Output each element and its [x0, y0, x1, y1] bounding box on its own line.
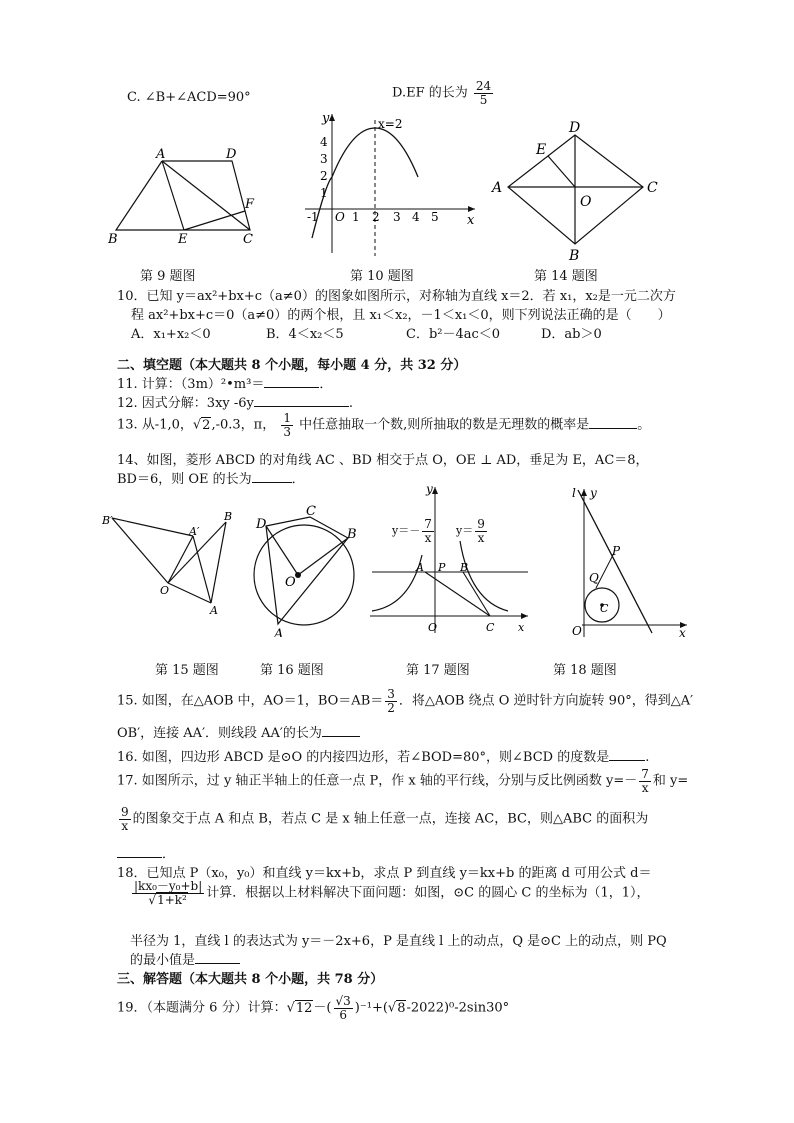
q13-end: 。 [637, 417, 651, 433]
fig16-label-a: A [274, 627, 284, 637]
q19-rest: -2022)⁰-2sin30° [406, 1000, 510, 1016]
q13-sqrt2: 2 [202, 417, 211, 433]
q10-options [131, 323, 602, 342]
q17-line2 [117, 806, 648, 832]
q19-frac-den: 6 [339, 1007, 347, 1022]
fig16-label-o: O [285, 575, 296, 590]
fig10-ytick-3: 3 [320, 152, 328, 166]
q17-f1-num: 7 [641, 767, 649, 781]
q18-line2 [130, 880, 650, 906]
fig14-caption: 第 14 题图 [534, 269, 598, 284]
q17-prefix: 17. 如图所示，过 y 轴正半轴上的任意一点 P，作 x 轴的平行线，分别与反比例函数 y=－ [117, 773, 638, 789]
figure-9 [100, 145, 270, 250]
fig14-label-a: A [492, 180, 503, 196]
q15-prefix: 15. 如图，在△AOB 中，AO＝1，BO＝AB＝ [117, 693, 384, 709]
fig18-caption: 第 18 题图 [553, 663, 617, 678]
q15-frac-den: 2 [387, 700, 395, 715]
figure-17 [368, 483, 533, 638]
q9-option-c: C. ∠B+∠ACD=90° [127, 90, 251, 105]
q19-sqrt12: 12 [295, 1000, 313, 1016]
q15-frac-num: 3 [387, 687, 395, 701]
fig9-label-d: D [226, 147, 237, 162]
q14-line2: BD＝6，则 OE 的长为 ． [117, 472, 305, 487]
q18-line4 [130, 949, 240, 968]
q13-prefix: 13. 从-1,0， [117, 417, 193, 433]
q13-suffix: 中任意抽取一个数,则所抽取的数是无理数的概率是 [299, 417, 590, 433]
fig9-label-a: A [156, 147, 166, 162]
fig15-caption: 第 15 题图 [155, 663, 219, 678]
q10-line1: 10．已知 y＝ax²+bx+c（a≠0）的图象如图所示，对称轴为直线 x＝2．若 x₁，x₂是一元二次方 [117, 289, 676, 304]
fig17-label-a: A [416, 561, 424, 574]
fig14-label-o: O [580, 194, 592, 210]
q19-prefix: 19．（本题满分 6 分）计算： [117, 1000, 287, 1016]
fig9-caption: 第 9 题图 [140, 269, 196, 284]
q19-minus: －( [313, 1000, 332, 1016]
q10-line2: 程 ax²+bx+c＝0（a≠0）的两个根，且 x₁＜x₂，－1＜x₁＜0，则下列说法正确的是（ ） [131, 308, 671, 323]
q11-text: 11. 计算：（3m）²•m³＝ [117, 377, 265, 392]
fig14-label-e: E [536, 142, 547, 158]
fig14-label-c: C [647, 180, 658, 196]
q18-line3: 半径为 1，直线 l 的表达式为 y＝－2x+6，P 是直线 l 上的动点，Q 是⊙C 上的动点，则 PQ [130, 934, 667, 949]
fig17-label-p: P [438, 561, 446, 574]
q17-f2-num: 9 [121, 805, 129, 819]
fig15-label-b-prime: B′ [102, 514, 113, 527]
fig17-f2-den: x [477, 530, 485, 545]
fig16-label-c: C [306, 504, 316, 519]
fig18-label-l: l [572, 486, 576, 500]
q9-d-num: 24 [475, 79, 492, 93]
fig9-label-e: E [178, 232, 188, 247]
q18-formula-num: |kx₀－y₀+b| [134, 879, 203, 893]
fig17-y-label: y [426, 483, 433, 496]
q13-frac-num: 1 [283, 411, 291, 425]
q10-option-c: C．b²－4ac＜0 [406, 327, 501, 342]
fig10-xtick-5: 5 [431, 210, 439, 224]
q17-f2-den: x [121, 818, 129, 833]
q17-line2-text: 的图象交于点 A 和点 B，若点 C 是 x 轴上任意一点，连接 AC，BC，则△ABC 的面积为 [132, 811, 649, 827]
fig10-origin: O [335, 210, 345, 224]
q14-line2-text: BD＝6，则 OE 的长为 [117, 472, 252, 487]
fig10-caption: 第 10 题图 [350, 269, 414, 284]
fig14-label-b: B [569, 248, 580, 264]
q17-mid: 和 y= [652, 773, 689, 789]
fig10-y-label: y [322, 111, 330, 126]
fig14-label-d: D [569, 120, 581, 136]
q19: 19．（本题满分 6 分）计算：√12－( $\frac{√3}{6}$ )⁻¹+(√8-2022)⁰-2sin30° [117, 994, 510, 1022]
figure-16 [248, 502, 368, 637]
q13-frac-den: 3 [283, 424, 291, 439]
q10-option-a: A．x₁+x₂＜0 [131, 327, 211, 342]
fig17-label-b: B [460, 561, 469, 574]
fig17-caption: 第 17 题图 [406, 663, 470, 678]
q14-line1: 14、如图，菱形 ABCD 的对角线 AC 、BD 相交于点 O，OE ⊥ AD，垂足为 E，AC＝8， [117, 453, 649, 468]
q11: 11. 计算：（3m）²•m³＝ ． [117, 377, 333, 392]
fig10-xtick-1: 1 [352, 210, 360, 224]
q13-middle: ,-0.3，π， [211, 417, 276, 433]
figure-14 [488, 118, 678, 266]
q19-rest-prefix: +( [371, 1000, 388, 1016]
q9-option-d [392, 80, 495, 106]
fig18-label-p: P [612, 544, 621, 558]
figure-18 [562, 485, 692, 640]
q12-text: 12. 因式分解：3xy -6y [117, 396, 254, 411]
fig10-xtick-4: 4 [412, 210, 420, 224]
q16-text: 16. 如图，四边形 ABCD 是⊙O 的内接四边形，若∠BOD=80°，则∠BCD 的度数是 [117, 750, 610, 765]
section2-heading: 二、填空题（本大题共 8 个小题，每小题 4 分，共 32 分） [117, 358, 467, 373]
q15-line2 [117, 722, 360, 741]
q16: 16. 如图，四边形 ABCD 是⊙O 的内接四边形，若∠BOD=80°，则∠BCD 的度数是 . [117, 750, 650, 765]
q9-option-d-prefix: D.EF 的长为 [392, 85, 468, 101]
fig10-ytick-4: 4 [320, 135, 328, 149]
q15-line2-text: OB′，连接 AA′．则线段 AA′的长为 [117, 726, 322, 741]
fig10-xtick-3: 3 [393, 210, 401, 224]
q19-sqrt8: 8 [397, 1000, 406, 1016]
fig18-label-o: O [572, 624, 582, 638]
q10-option-d: D．ab＞0 [541, 327, 602, 342]
fig17-func2 [456, 518, 489, 544]
fig10-ytick-1: 1 [320, 186, 328, 200]
fig10-x-label: x [467, 213, 475, 228]
q18-line1: 18．已知点 P（x₀，y₀）和直线 y＝kx+b，求点 P 到直线 y＝kx+b 的距离 d 可用公式 d＝ [117, 866, 652, 881]
fig9-label-c: C [243, 232, 253, 247]
section3-heading: 三、解答题（本大题共 8 个小题，共 78 分） [117, 972, 384, 987]
q18-line2-text: 计算．根据以上材料解决下面问题：如图，⊙C 的圆心 C 的坐标为（1，1）， [206, 885, 650, 901]
fig10-xtick-2: 2 [372, 210, 380, 224]
q18-formula-den-wrap: √1+k² [148, 892, 187, 907]
fig9-label-f: F [245, 197, 255, 212]
fig17-label-o: O [428, 621, 438, 634]
q9-d-den: 5 [479, 92, 488, 107]
fig9-label-b: B [108, 232, 118, 247]
fig17-f2-num: 9 [477, 517, 485, 531]
fig17-f1-prefix: y＝－ [392, 524, 421, 538]
q17-blank: ． [117, 843, 175, 862]
fig18-label-q: Q [589, 571, 599, 585]
fig16-label-d: D [256, 517, 267, 532]
fig16-caption: 第 16 题图 [260, 663, 324, 678]
fig18-label-y: y [590, 486, 597, 500]
q19-power: )⁻¹ [354, 1000, 372, 1016]
fig18-label-c: C [600, 602, 609, 615]
fig17-func1 [392, 518, 436, 544]
q13: 13. 从-1,0，√2,-0.3，π， $\frac{1}{3}$ 中任意抽取一个数,则所抽取的数是无理数的概率是 。 [117, 411, 651, 439]
fig17-f1-den: x [424, 530, 432, 545]
fig16-label-b: B [347, 527, 357, 542]
q15-suffix: ．将△AOB 绕点 O 逆时针方向旋转 90°，得到△A′ [398, 693, 694, 709]
q15-line1 [117, 688, 693, 714]
q19-frac-num: √3 [335, 994, 351, 1008]
fig15-label-o: O [160, 584, 170, 597]
fig15-label-b: B [224, 510, 233, 523]
fig17-f1-num: 7 [424, 517, 432, 531]
q18-line4-text: 的最小值是 [130, 953, 196, 968]
fig10-ytick-2: 2 [320, 169, 328, 183]
fig18-x-label: x [679, 626, 686, 640]
q17-line1 [117, 768, 688, 794]
q10-option-b: B．4＜x₂＜5 [266, 327, 344, 342]
figure-10 [300, 108, 480, 258]
fig17-x-label: x [518, 621, 525, 634]
fig10-sym-label: x=2 [378, 117, 403, 131]
q12: 12. 因式分解：3xy -6y . [117, 396, 354, 411]
fig17-f2-prefix: y＝ [456, 524, 474, 538]
figure-15 [98, 508, 248, 618]
fig15-label-a: A [210, 604, 218, 617]
fig17-label-c: C [486, 621, 495, 634]
q17-f1-den: x [641, 780, 649, 795]
fig15-label-a-prime: A′ [189, 525, 200, 538]
fig10-xtick-m1: -1 [307, 210, 319, 224]
q18-formula-den: 1+k² [157, 892, 187, 907]
